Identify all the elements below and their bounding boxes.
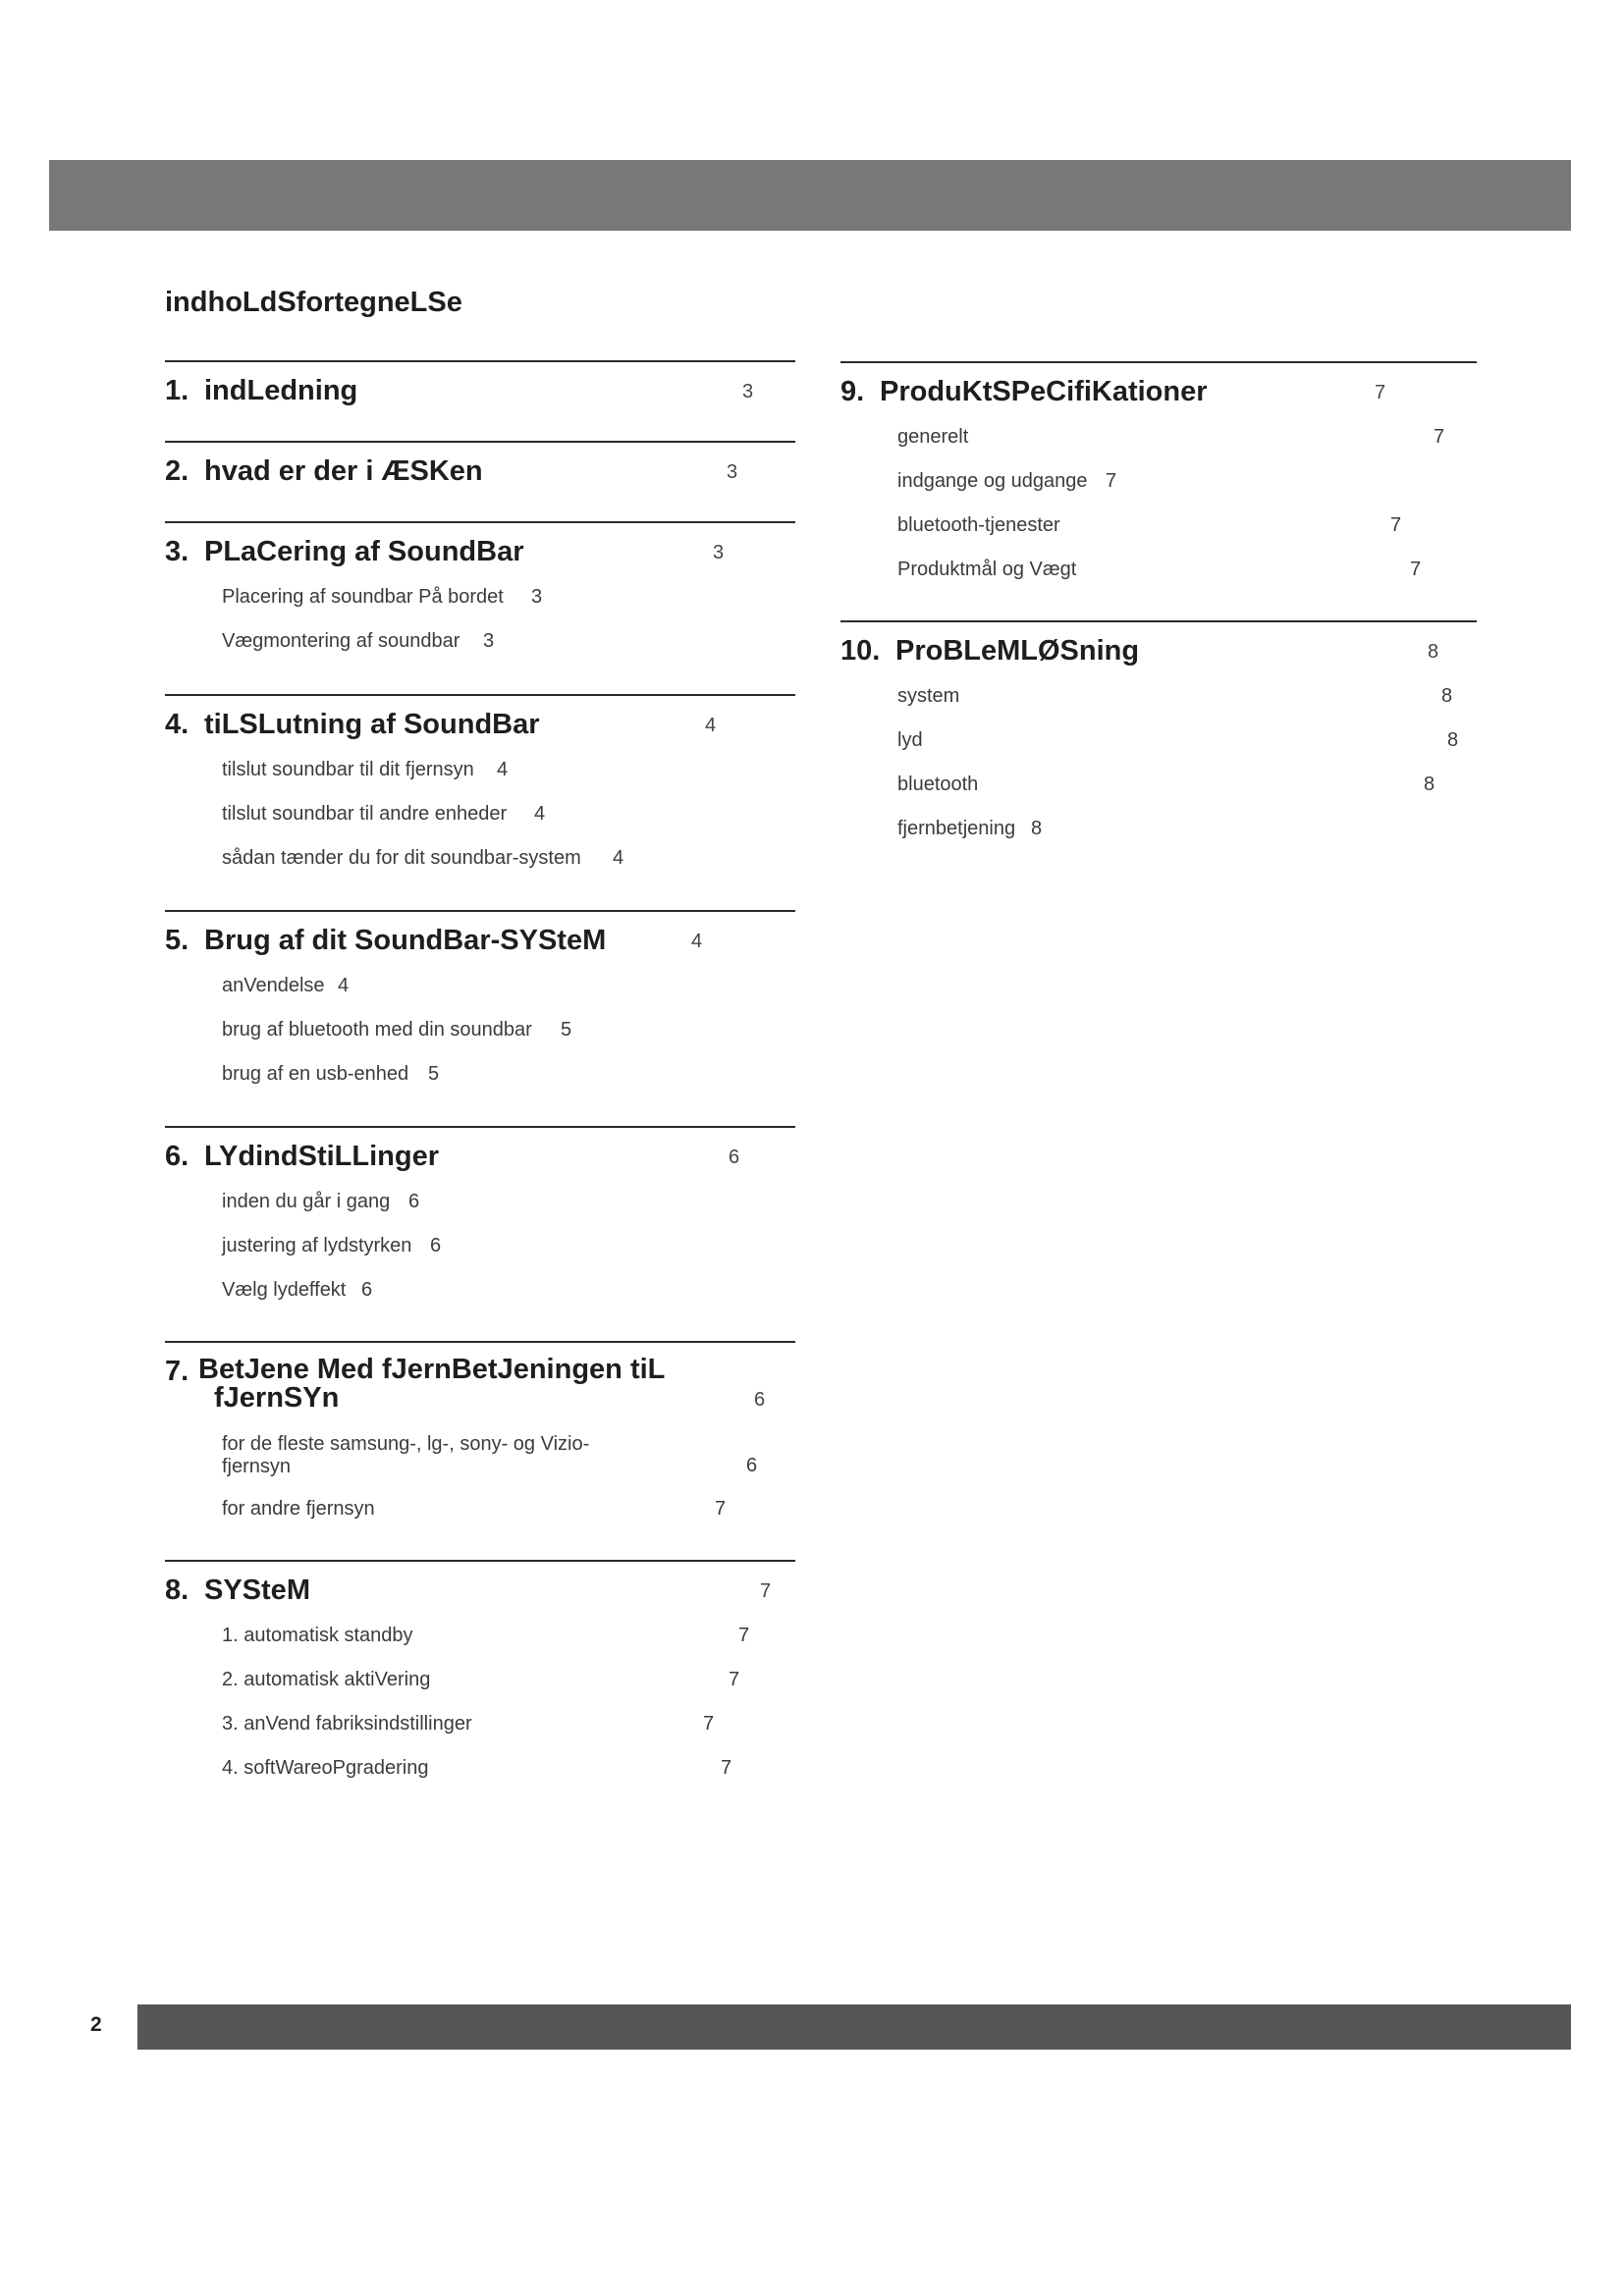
toc-section-7[interactable] [165,1341,795,1560]
toc-item[interactable]: for andre fjernsyn 7 [222,1498,727,1520]
toc-item[interactable]: for de fleste samsung-, lg-, sony- og Vizio- fjernsyn 6 [222,1433,758,1477]
section-number: 4. [165,709,189,740]
toc-title: indhoLdSfortegneLSe [165,287,462,318]
section-page: 7 [760,1580,772,1602]
toc-section-8[interactable] [165,1560,795,1797]
toc-item[interactable]: lyd 8 [897,729,1459,751]
toc-item[interactable]: tilslut soundbar til dit fjernsyn 4 [222,759,509,780]
section-title[interactable]: PLaCering af SoundBar [204,536,524,567]
toc-item[interactable]: system 8 [897,685,1453,707]
toc-item[interactable]: justering af lydstyrken 6 [222,1235,442,1256]
toc-right-column [840,361,1477,858]
section-number: 2. [165,455,189,487]
toc-item[interactable]: bluetooth 8 [897,774,1435,795]
section-title[interactable]: BetJene Med fJernBetJeningen tiL fJernSYn [198,1354,666,1414]
section-page: 4 [691,931,703,952]
section-page: 3 [742,381,754,402]
toc-item[interactable]: generelt 7 [897,426,1445,448]
section-title[interactable]: indLedning [204,375,358,406]
section-number: 8. [165,1575,189,1606]
toc-item[interactable]: Produktmål og Vægt 7 [897,559,1422,580]
toc-section-10[interactable] [840,620,1477,858]
toc-item[interactable]: Placering af soundbar På bordet 3 [222,586,543,608]
toc-item[interactable]: sådan tænder du for dit soundbar-system 4 [222,847,624,869]
toc-item[interactable]: indgange og udgange 7 [897,470,1117,492]
section-title[interactable]: ProBLeMLØSning [895,635,1140,667]
section-page: 6 [729,1147,740,1168]
section-page: 8 [1428,641,1439,663]
section-number: 5. [165,925,189,956]
toc-item[interactable]: inden du går i gang 6 [222,1191,420,1212]
toc-section-4[interactable] [165,694,795,910]
section-number: 9. [840,376,865,407]
header-bar [49,160,1571,231]
footer-bar [137,2004,1571,2050]
section-title[interactable]: LYdindStiLLinger [204,1141,439,1172]
toc-item[interactable]: 1. automatisk standby 7 [222,1625,750,1646]
toc-item[interactable]: anVendelse 4 [222,975,350,996]
toc-section-2[interactable] [165,441,795,521]
toc-item[interactable]: brug af bluetooth med din soundbar 5 [222,1019,572,1041]
toc-section-6[interactable] [165,1126,795,1341]
section-page: 4 [705,715,717,736]
toc-item[interactable]: tilslut soundbar til andre enheder 4 [222,803,546,825]
toc-item[interactable]: 4. softWareoPgradering 7 [222,1757,732,1779]
section-title[interactable]: Brug af dit SoundBar-SYSteM [204,925,607,956]
section-number: 1. [165,375,189,406]
toc-item[interactable]: Vælg lydeffekt 6 [222,1279,373,1301]
toc-item[interactable]: Vægmontering af soundbar 3 [222,630,495,652]
section-number: 10. [840,635,881,667]
toc-section-3[interactable] [165,521,795,694]
section-page: 7 [1375,382,1386,403]
section-title[interactable]: tiLSLutning af SoundBar [204,709,540,740]
section-title[interactable]: hvad er der i ÆSKen [204,455,483,487]
section-title[interactable]: SYSteM [204,1575,310,1606]
toc-section-5[interactable] [165,910,795,1126]
toc-item[interactable]: brug af en usb-enhed 5 [222,1063,440,1085]
toc-item[interactable]: 3. anVend fabriksindstillinger 7 [222,1713,715,1735]
section-number: 3. [165,536,189,567]
section-page: 3 [727,461,738,483]
section-page: 3 [713,542,725,563]
section-number: 6. [165,1141,189,1172]
toc-section-1[interactable] [165,360,795,441]
toc-item[interactable]: bluetooth-tjenester 7 [897,514,1402,536]
toc-item[interactable]: fjernbetjening 8 [897,818,1043,839]
section-page: 6 [754,1389,766,1411]
section-number: 7. [165,1356,189,1387]
section-title[interactable]: ProduKtSPeCifiKationer [880,376,1208,407]
toc-item[interactable]: 2. automatisk aktiVering 7 [222,1669,740,1690]
page-number: 2 [90,2013,102,2036]
toc-section-9[interactable] [840,361,1477,620]
toc-left-column [165,360,795,1797]
